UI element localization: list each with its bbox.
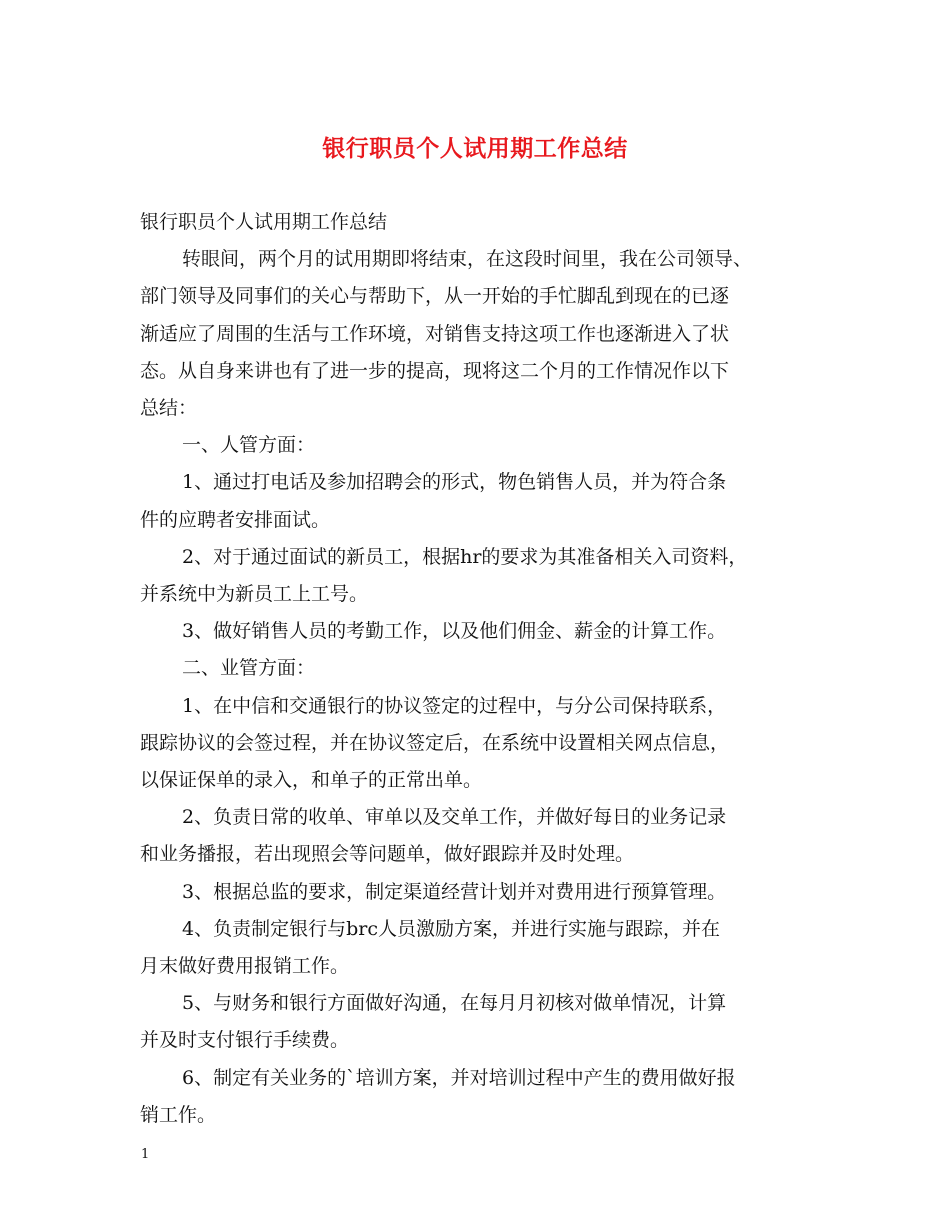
text-line: 银行职员个人试用期工作总结 — [140, 211, 388, 233]
section-heading: 一、人管方面： — [182, 434, 316, 457]
text-line: 月末做好费用报销工作。 — [140, 955, 350, 978]
text-line: 并及时支付银行手续费。 — [140, 1029, 350, 1052]
text-line: 渐适应了周围的生活与工作环境，对销售支持这项工作也逐渐进入了状 — [140, 322, 730, 345]
text-line: 5、与财务和银行方面做好沟通，在每月月初核对做单情况，计算 — [182, 992, 727, 1015]
document-body — [140, 204, 815, 1134]
text-line: 和业务播报，若出现照会等问题单，做好跟踪并及时处理。 — [140, 843, 635, 866]
text-line: 以保证保单的录入，和单子的正常出单。 — [140, 769, 483, 792]
text-line: 2、对于通过面试的新员工，根据hr的要求为其准备相关入司资料， — [182, 545, 748, 568]
text-line: 态。从自身来讲也有了进一步的提高，现将这二个月的工作情况作以下 — [140, 359, 730, 382]
text-line: 2、负责日常的收单、审单以及交单工作，并做好每日的业务记录 — [182, 806, 727, 829]
text-line: 总结： — [140, 397, 198, 420]
text-line: 并系统中为新员工上工号。 — [140, 583, 369, 606]
text-line: 部门领导及同事们的关心与帮助下，从一开始的手忙脚乱到现在的已逐 — [140, 285, 730, 308]
text-line: 转眼间，两个月的试用期即将结束，在这段时间里，我在公司领导、 — [182, 248, 753, 271]
section-heading: 二、业管方面： — [182, 657, 316, 680]
document-title: 银行职员个人试用期工作总结 — [322, 135, 628, 162]
text-line: 1、通过打电话及参加招聘会的形式，物色销售人员，并为符合条 — [182, 471, 727, 494]
text-line: 销工作。 — [140, 1103, 217, 1126]
text-line: 4、负责制定银行与brc人员激励方案，并进行实施与跟踪，并在 — [182, 917, 720, 940]
text-line: 件的应聘者安排面试。 — [140, 508, 331, 531]
text-line: 跟踪协议的会签过程，并在协议签定后，在系统中设置相关网点信息， — [140, 731, 730, 754]
text-line: 1、在中信和交通银行的协议签定的过程中，与分公司保持联系， — [182, 694, 727, 717]
text-line: 6、制定有关业务的`培训方案，并对培训过程中产生的费用做好报 — [182, 1066, 736, 1089]
page-number: 1 — [141, 1147, 150, 1162]
text-line: 3、根据总监的要求，制定渠道经营计划并对费用进行预算管理。 — [182, 880, 727, 903]
text-line: 3、做好销售人员的考勤工作，以及他们佣金、薪金的计算工作。 — [182, 620, 727, 643]
